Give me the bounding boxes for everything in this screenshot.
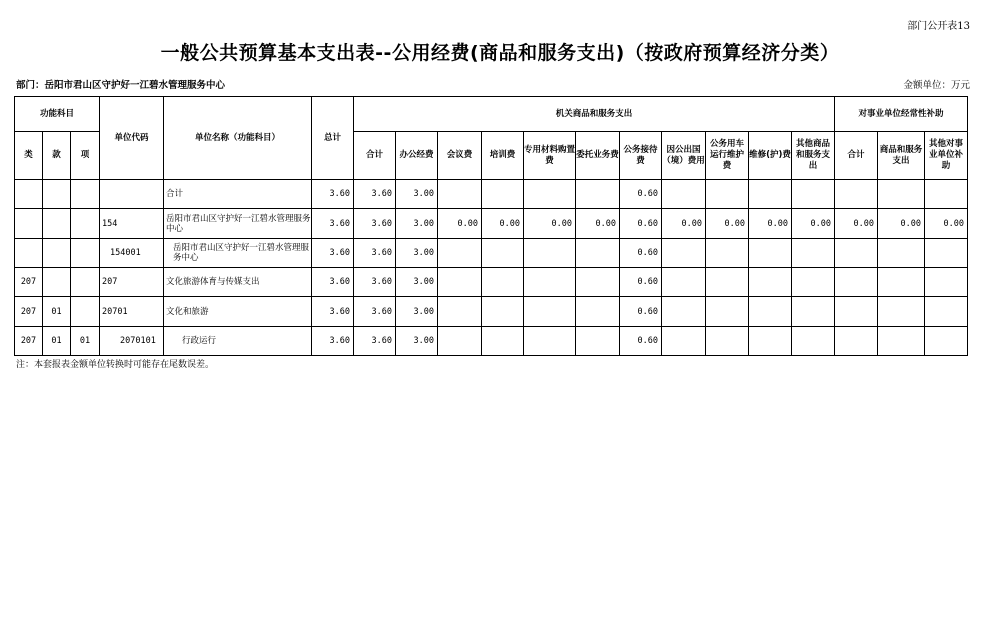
unit-name-cell: 行政运行 [164,327,312,356]
org-amount-cell [482,268,524,297]
org-col-header: 委托业务费 [576,132,620,180]
total-cell: 3.60 [312,239,354,268]
unit-code-header: 单位代码 [100,97,164,180]
org-col-header: 因公出国（境）费用 [662,132,706,180]
org-col-header: 公务用车运行维护费 [706,132,749,180]
org-amount-cell: 0.00 [792,209,835,239]
kuan-header: 款 [43,132,71,180]
unit-code-cell [100,180,164,209]
sub-amount-cell [925,239,968,268]
kuan-cell: 01 [43,297,71,327]
org-amount-cell [524,268,576,297]
org-amount-cell: 0.00 [706,209,749,239]
sub-amount-cell [878,327,925,356]
org-amount-cell [576,239,620,268]
org-col-header: 公务接待费 [620,132,662,180]
sub-amount-cell: 0.00 [925,209,968,239]
org-amount-cell [662,327,706,356]
org-amount-cell [706,268,749,297]
org-amount-cell: 3.00 [396,297,438,327]
lei-cell: 207 [15,268,43,297]
org-amount-cell [706,239,749,268]
org-amount-cell [482,239,524,268]
kuan-cell: 01 [43,327,71,356]
org-amount-cell: 3.00 [396,209,438,239]
table-row [15,239,968,268]
org-col-header: 维修(护)费 [749,132,792,180]
org-amount-cell [749,327,792,356]
unit-code-cell: 207 [100,268,164,297]
lei-cell [15,180,43,209]
unit-code-cell: 154 [100,209,164,239]
amount-unit-label: 金额单位：万元 [903,80,970,91]
unit-code-cell: 2070101 [100,327,164,356]
org-amount-cell: 3.60 [354,239,396,268]
kuan-cell [43,239,71,268]
org-amount-cell [576,327,620,356]
footnote: 注：本套报表金额单位转换时可能存在尾数误差。 [16,360,215,370]
org-amount-cell: 3.60 [354,268,396,297]
xiang-header: 项 [71,132,100,180]
org-col-header: 培训费 [482,132,524,180]
xiang-cell [71,239,100,268]
org-amount-cell [524,327,576,356]
func-subject-header: 功能科目 [15,97,100,132]
unit-name-cell: 岳阳市君山区守护好一江碧水管理服务中心 [164,239,312,268]
unit-name-header: 单位名称（功能科目） [164,97,312,180]
org-amount-cell [706,297,749,327]
total-cell: 3.60 [312,209,354,239]
org-amount-cell: 3.00 [396,327,438,356]
sub-amount-cell [878,268,925,297]
sub-group-header: 对事业单位经常性补助 [835,97,968,132]
sub-amount-cell [925,268,968,297]
org-amount-cell [749,239,792,268]
org-amount-cell [706,180,749,209]
org-amount-cell [749,268,792,297]
org-amount-cell [524,297,576,327]
org-amount-cell [524,180,576,209]
org-amount-cell [792,180,835,209]
org-col-header: 其他商品和服务支出 [792,132,835,180]
table-row [15,297,968,327]
org-amount-cell [662,180,706,209]
org-col-header: 会议费 [438,132,482,180]
sub-amount-cell [835,297,878,327]
total-header: 总计 [312,97,354,180]
org-amount-cell [662,297,706,327]
org-amount-cell: 0.60 [620,209,662,239]
lei-cell: 207 [15,297,43,327]
sub-amount-cell: 0.00 [878,209,925,239]
org-amount-cell [438,327,482,356]
org-amount-cell: 3.60 [354,297,396,327]
org-col-header: 合计 [354,132,396,180]
xiang-cell [71,180,100,209]
org-amount-cell [524,239,576,268]
org-amount-cell: 0.00 [524,209,576,239]
xiang-cell [71,297,100,327]
sub-amount-cell: 0.00 [835,209,878,239]
org-amount-cell: 0.00 [662,209,706,239]
org-amount-cell: 3.00 [396,239,438,268]
org-amount-cell [438,297,482,327]
unit-name-cell: 岳阳市君山区守护好一江碧水管理服务中心 [164,209,312,239]
unit-code-cell: 20701 [100,297,164,327]
org-amount-cell [482,180,524,209]
kuan-cell [43,180,71,209]
org-amount-cell: 0.00 [749,209,792,239]
org-amount-cell [706,327,749,356]
sub-amount-cell [925,327,968,356]
kuan-cell [43,209,71,239]
sub-amount-cell [878,297,925,327]
sub-amount-cell [835,239,878,268]
org-amount-cell [792,239,835,268]
total-cell: 3.60 [312,297,354,327]
table-row [15,209,968,239]
department-label: 部门：岳阳市君山区守护好一江碧水管理服务中心 [16,80,226,91]
sub-col-header: 合计 [835,132,878,180]
org-col-header: 专用材料购置费 [524,132,576,180]
unit-name-cell: 文化和旅游 [164,297,312,327]
org-amount-cell [662,268,706,297]
budget-table [14,96,968,356]
org-amount-cell [438,268,482,297]
page-tag: 部门公开表13 [907,21,970,32]
unit-code-cell: 154001 [100,239,164,268]
total-cell: 3.60 [312,327,354,356]
org-amount-cell [792,327,835,356]
org-amount-cell: 0.60 [620,297,662,327]
xiang-cell [71,268,100,297]
org-amount-cell: 3.00 [396,268,438,297]
unit-name-cell: 合计 [164,180,312,209]
org-amount-cell [482,297,524,327]
sub-amount-cell [835,327,878,356]
kuan-cell [43,268,71,297]
org-amount-cell: 0.00 [576,209,620,239]
org-amount-cell [792,268,835,297]
org-amount-cell [792,297,835,327]
org-amount-cell: 3.60 [354,180,396,209]
org-amount-cell: 3.00 [396,180,438,209]
org-amount-cell [438,239,482,268]
org-amount-cell: 0.60 [620,239,662,268]
org-amount-cell [749,180,792,209]
sub-amount-cell [835,180,878,209]
org-amount-cell: 3.60 [354,209,396,239]
xiang-cell [71,209,100,239]
org-amount-cell: 0.00 [438,209,482,239]
org-amount-cell [576,180,620,209]
table-row [15,327,968,356]
org-amount-cell [576,268,620,297]
org-amount-cell [576,297,620,327]
total-cell: 3.60 [312,180,354,209]
lei-cell: 207 [15,327,43,356]
sub-amount-cell [835,268,878,297]
org-amount-cell: 0.00 [482,209,524,239]
sub-amount-cell [878,180,925,209]
total-cell: 3.60 [312,268,354,297]
org-amount-cell: 0.60 [620,327,662,356]
org-amount-cell: 0.60 [620,180,662,209]
org-amount-cell: 3.60 [354,327,396,356]
sub-col-header: 商品和服务支出 [878,132,925,180]
lei-cell [15,209,43,239]
table-row [15,180,968,209]
org-group-header: 机关商品和服务支出 [354,97,835,132]
xiang-cell: 01 [71,327,100,356]
sub-amount-cell [878,239,925,268]
org-amount-cell [482,327,524,356]
sub-amount-cell [925,297,968,327]
table-row [15,268,968,297]
lei-cell [15,239,43,268]
org-amount-cell [662,239,706,268]
page-title: 一般公共预算基本支出表--公用经费(商品和服务支出)（按政府预算经济分类） [160,42,840,64]
org-amount-cell [749,297,792,327]
unit-name-cell: 文化旅游体育与传媒支出 [164,268,312,297]
sub-amount-cell [925,180,968,209]
sub-col-header: 其他对事业单位补助 [925,132,968,180]
org-col-header: 办公经费 [396,132,438,180]
org-amount-cell: 0.60 [620,268,662,297]
lei-header: 类 [15,132,43,180]
org-amount-cell [438,180,482,209]
